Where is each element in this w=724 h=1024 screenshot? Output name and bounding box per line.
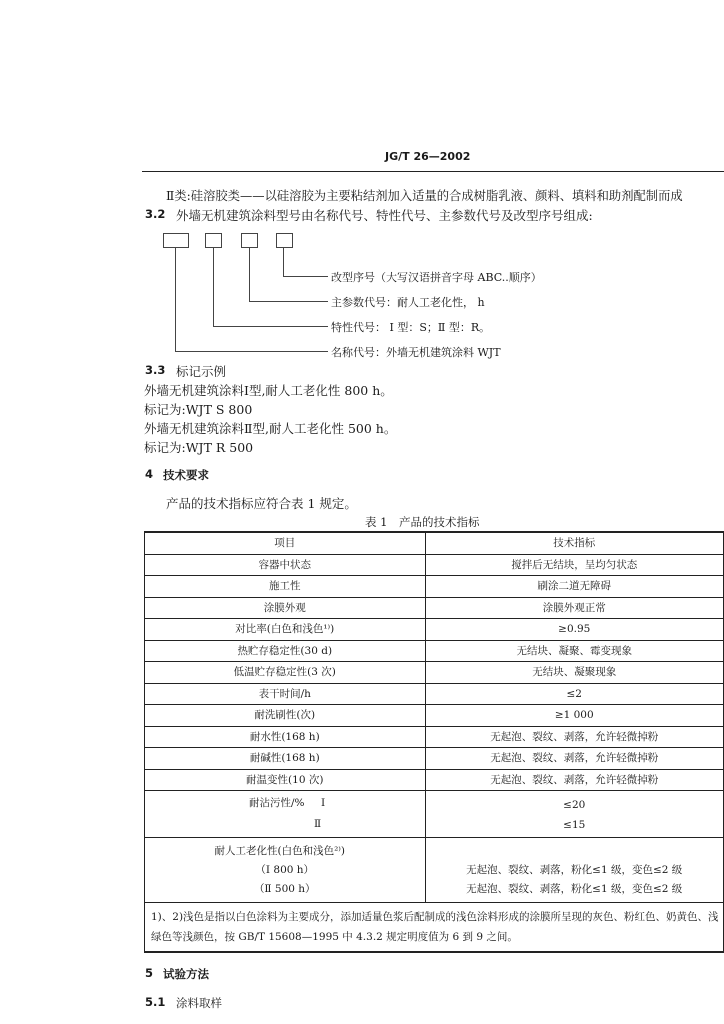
- table-row-artificial-aging: [145, 838, 724, 903]
- stain-resistance-type-1: Ⅰ: [321, 797, 326, 809]
- diagram-label-main-param: 主参数代号：耐人工老化性， h: [331, 296, 485, 309]
- header-rule: [142, 171, 724, 172]
- table-row-stain-resistance: [145, 791, 724, 838]
- table-row: [145, 619, 724, 641]
- section-5-title: 试验方法: [163, 967, 209, 981]
- table-cell-value: 无结块、凝聚、霉变现象: [425, 640, 724, 662]
- section-4-intro: 产品的技术指标应符合表 1 规定。: [166, 496, 357, 511]
- table-footnote: 1)、2)浅色是指以白色涂料为主要成分，添加适量色浆后配制成的浅色涂料形成的涂膜所呈现的灰色、粉红色、奶黄色、浅绿色等浅颜色，按 GB/T 15608—1995 中 4.3.2 规定明度值为 6 到 9 之间。: [145, 903, 724, 953]
- leader-revision-v: [283, 247, 284, 276]
- section-5-number: 5: [145, 966, 154, 980]
- diagram-box-main-param: [241, 233, 258, 248]
- table-cell-item: 表干时间/h: [145, 683, 426, 705]
- section-3-3-number: 3.3: [145, 363, 166, 377]
- artificial-aging-value-1: 无起泡、裂纹、剥落，粉化≤1 级，变色≤2 级: [466, 863, 683, 876]
- artificial-aging-type-1: （Ⅰ 800 h）: [255, 863, 315, 876]
- stain-resistance-value-2: ≤15: [563, 818, 586, 831]
- table-cell-value: 无起泡、裂纹、剥落，允许轻微掉粉: [425, 748, 724, 770]
- table-header-cell: 项目: [145, 532, 426, 554]
- table-cell-item: 低温贮存稳定性(3 次): [145, 662, 426, 684]
- table-row: [145, 683, 724, 705]
- leader-main-param-v: [249, 247, 250, 301]
- leader-main-param-h: [249, 301, 328, 302]
- table-cell-item: 涂膜外观: [145, 597, 426, 619]
- stain-resistance-item: [145, 791, 426, 838]
- section-5-1-number: 5.1: [145, 995, 166, 1009]
- leader-name-h: [175, 351, 328, 352]
- page-header-code: JG/T 26—2002: [385, 150, 471, 163]
- stain-resistance-type-2: Ⅱ: [314, 818, 322, 830]
- leader-property-v: [213, 247, 214, 326]
- table-header-row: [145, 532, 724, 554]
- marking-1: 标记为:WJT S 800: [144, 402, 253, 417]
- table-cell-value: ≥1 000: [425, 705, 724, 727]
- leader-property-h: [213, 326, 328, 327]
- table-cell-item: 耐温变性(10 次): [145, 769, 426, 791]
- table-row: [145, 769, 724, 791]
- table-cell-value: 无起泡、裂纹、剥落，允许轻微掉粉: [425, 726, 724, 748]
- table-row: [145, 705, 724, 727]
- table-header-cell: 技术指标: [425, 532, 724, 554]
- stain-resistance-value-1: ≤20: [563, 798, 586, 811]
- diagram-label-property: 特性代号： Ⅰ 型：S；Ⅱ 型：R。: [331, 321, 491, 334]
- section-3-2-text: 外墙无机建筑涂料型号由名称代号、特性代号、主参数代号及改型序号组成:: [176, 208, 593, 223]
- table-row: [145, 726, 724, 748]
- section-3-3-title: 标记示例: [176, 364, 227, 379]
- table-row: [145, 662, 724, 684]
- table-cell-item: 耐水性(168 h): [145, 726, 426, 748]
- table-row: [145, 554, 724, 576]
- leader-name-v: [175, 247, 176, 351]
- intro-line: Ⅱ类:硅溶胶类——以硅溶胶为主要粘结剂加入适量的合成树脂乳液、颜料、填料和助剂配制而成: [166, 189, 683, 203]
- table-cell-value: ≥0.95: [425, 619, 724, 641]
- table-cell-item: 对比率(白色和浅色¹⁾): [145, 619, 426, 641]
- stain-resistance-values: [425, 791, 724, 838]
- table-cell-item: 施工性: [145, 576, 426, 598]
- table-cell-value: 搅拌后无结块，呈均匀状态: [425, 554, 724, 576]
- table-cell-value: 无结块、凝聚现象: [425, 662, 724, 684]
- artificial-aging-label: 耐人工老化性(白色和浅色²⁾): [214, 844, 345, 857]
- table-cell-value: 刷涂二道无障碍: [425, 576, 724, 598]
- example-2: 外墙无机建筑涂料Ⅱ型,耐人工老化性 500 h。: [144, 421, 397, 436]
- table-note-row: [145, 903, 724, 953]
- artificial-aging-values: [425, 838, 724, 903]
- table-cell-item: 容器中状态: [145, 554, 426, 576]
- technical-spec-table: [144, 531, 724, 953]
- table-caption: 表 1 产品的技术指标: [365, 515, 480, 529]
- diagram-box-name: [163, 233, 189, 248]
- artificial-aging-type-2: （Ⅱ 500 h）: [253, 882, 316, 895]
- table-row: [145, 576, 724, 598]
- table-cell-item: 耐洗刷性(次): [145, 705, 426, 727]
- section-5-1-title: 涂料取样: [176, 996, 222, 1010]
- table-row: [145, 597, 724, 619]
- table-cell-item: 热贮存稳定性(30 d): [145, 640, 426, 662]
- diagram-box-property: [205, 233, 222, 248]
- marking-2: 标记为:WJT R 500: [144, 440, 254, 455]
- table-row: [145, 640, 724, 662]
- leader-revision-h: [283, 276, 328, 277]
- diagram-box-revision: [276, 233, 293, 248]
- table-cell-value: 涂膜外观正常: [425, 597, 724, 619]
- table-cell-value: 无起泡、裂纹、剥落，允许轻微掉粉: [425, 769, 724, 791]
- table-row: [145, 748, 724, 770]
- section-3-2-number: 3.2: [145, 207, 166, 221]
- stain-resistance-label: 耐沾污性/%: [249, 797, 305, 809]
- example-1: 外墙无机建筑涂料Ⅰ型,耐人工老化性 800 h。: [144, 383, 393, 398]
- artificial-aging-value-2: 无起泡、裂纹、剥落，粉化≤1 级，变色≤2 级: [466, 882, 683, 895]
- table-cell-item: 耐碱性(168 h): [145, 748, 426, 770]
- artificial-aging-item: [145, 838, 426, 903]
- section-4-title: 技术要求: [163, 468, 209, 482]
- section-4-number: 4: [145, 467, 154, 481]
- diagram-label-name: 名称代号：外墙无机建筑涂料 WJT: [331, 346, 501, 359]
- table-cell-value: ≤2: [425, 683, 724, 705]
- diagram-label-revision: 改型序号（大写汉语拼音字母 ABC..顺序）: [331, 271, 542, 284]
